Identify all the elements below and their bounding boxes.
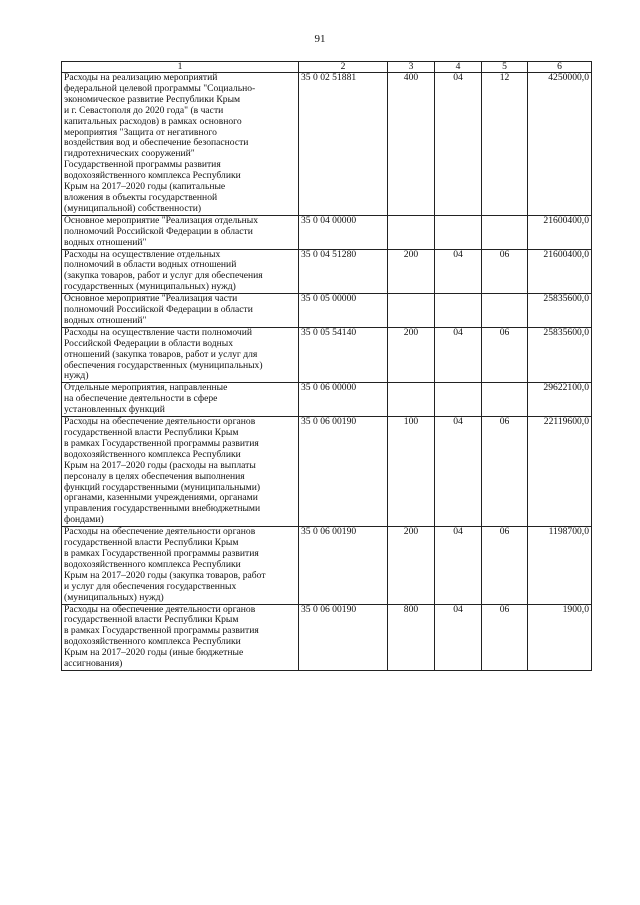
row-section: 04 [435,417,482,527]
table-row [62,417,592,527]
header-col-6: 6 [528,62,592,73]
row-section: 04 [435,73,482,216]
row-amount: 1198700,0 [528,527,592,604]
budget-table [61,61,592,671]
row-target-code: 35 0 05 54140 [299,327,388,383]
row-subsection [482,215,528,249]
row-section: 04 [435,249,482,294]
row-amount: 4250000,0 [528,73,592,216]
table-row [62,327,592,383]
row-target-code: 35 0 02 51881 [299,73,388,216]
header-col-1: 1 [62,62,299,73]
row-amount: 29622100,0 [528,383,592,417]
row-subsection [482,294,528,328]
row-description: Основное мероприятие "Реализация части полномочий Российской Федерации в области водных отношений" [62,294,299,328]
table-row [62,215,592,249]
row-subsection [482,383,528,417]
table-row [62,249,592,294]
header-col-3: 3 [388,62,435,73]
row-description: Расходы на осуществление отдельных полномочий в области водных отношений (закупка товаров, работ и услуг для обеспечения государственных (муниципальных) нужд) [62,249,299,294]
row-subsection: 12 [482,73,528,216]
row-expense-type [388,294,435,328]
row-expense-type [388,215,435,249]
header-col-5: 5 [482,62,528,73]
row-section: 04 [435,604,482,670]
row-target-code: 35 0 06 00190 [299,417,388,527]
row-target-code: 35 0 05 00000 [299,294,388,328]
row-expense-type: 800 [388,604,435,670]
page-number: 91 [314,33,326,45]
row-target-code: 35 0 04 51280 [299,249,388,294]
row-subsection: 06 [482,327,528,383]
row-expense-type [388,383,435,417]
row-amount: 25835600,0 [528,327,592,383]
row-amount: 1900,0 [528,604,592,670]
table-row [62,294,592,328]
row-subsection: 06 [482,249,528,294]
row-expense-type: 100 [388,417,435,527]
table-row [62,73,592,216]
row-subsection: 06 [482,604,528,670]
table-row [62,527,592,604]
row-target-code: 35 0 06 00190 [299,604,388,670]
row-target-code: 35 0 06 00000 [299,383,388,417]
table-body [62,73,592,671]
row-description: Расходы на обеспечение деятельности органов государственной власти Республики Крым в рамках Государственной программы развития водохозяйственного комплекса Республики Крым на 2017–2020 годы (закупка товаров, работ и услуг для обеспечения государственных (муниципальных) нужд) [62,527,299,604]
table-row [62,383,592,417]
row-description: Расходы на обеспечение деятельности органов государственной власти Республики Крым в рамках Государственной программы развития водохозяйственного комплекса Республики Крым на 2017–2020 годы (расходы на выплаты персоналу в целях обеспечения выполнения функций государственными (муниципальными) органами, казенными учреждениями, органами управления государственными внебюджетными фондами) [62,417,299,527]
row-expense-type: 200 [388,527,435,604]
row-section [435,215,482,249]
row-amount: 21600400,0 [528,215,592,249]
table-row [62,604,592,670]
row-description: Основное мероприятие "Реализация отдельных полномочий Российской Федерации в области водных отношений" [62,215,299,249]
row-amount: 22119600,0 [528,417,592,527]
row-expense-type: 400 [388,73,435,216]
row-section: 04 [435,527,482,604]
row-amount: 25835600,0 [528,294,592,328]
row-description: Расходы на реализацию мероприятий федеральной целевой программы "Социально- экономическое развитие Республики Крым и г. Севастополя до 2020 года" (в части капитальных расходов) в рамках основного мероприятия "Защита от негативного воздействия вод и обеспечение безопасности гидротехнических сооружений" Государственной программы развития водохозяйственного комплекса Республики Крым на 2017–2020 годы (капитальные вложения в объекты государственной (муниципальной) собственности) [62,73,299,216]
row-target-code: 35 0 04 00000 [299,215,388,249]
row-section [435,294,482,328]
row-subsection: 06 [482,527,528,604]
header-row [62,62,592,73]
row-amount: 21600400,0 [528,249,592,294]
row-section [435,383,482,417]
row-description: Расходы на осуществление части полномочий Российской Федерации в области водных отношений (закупка товаров, работ и услуг для обеспечения государственных (муниципальных) нужд) [62,327,299,383]
row-expense-type: 200 [388,327,435,383]
row-section: 04 [435,327,482,383]
row-target-code: 35 0 06 00190 [299,527,388,604]
header-col-2: 2 [299,62,388,73]
row-expense-type: 200 [388,249,435,294]
row-subsection: 06 [482,417,528,527]
row-description: Отдельные мероприятия, направленные на обеспечение деятельности в сфере установленных функций [62,383,299,417]
row-description: Расходы на обеспечение деятельности органов государственной власти Республики Крым в рамках Государственной программы развития водохозяйственного комплекса Республики Крым на 2017–2020 годы (иные бюджетные ассигнования) [62,604,299,670]
header-col-4: 4 [435,62,482,73]
